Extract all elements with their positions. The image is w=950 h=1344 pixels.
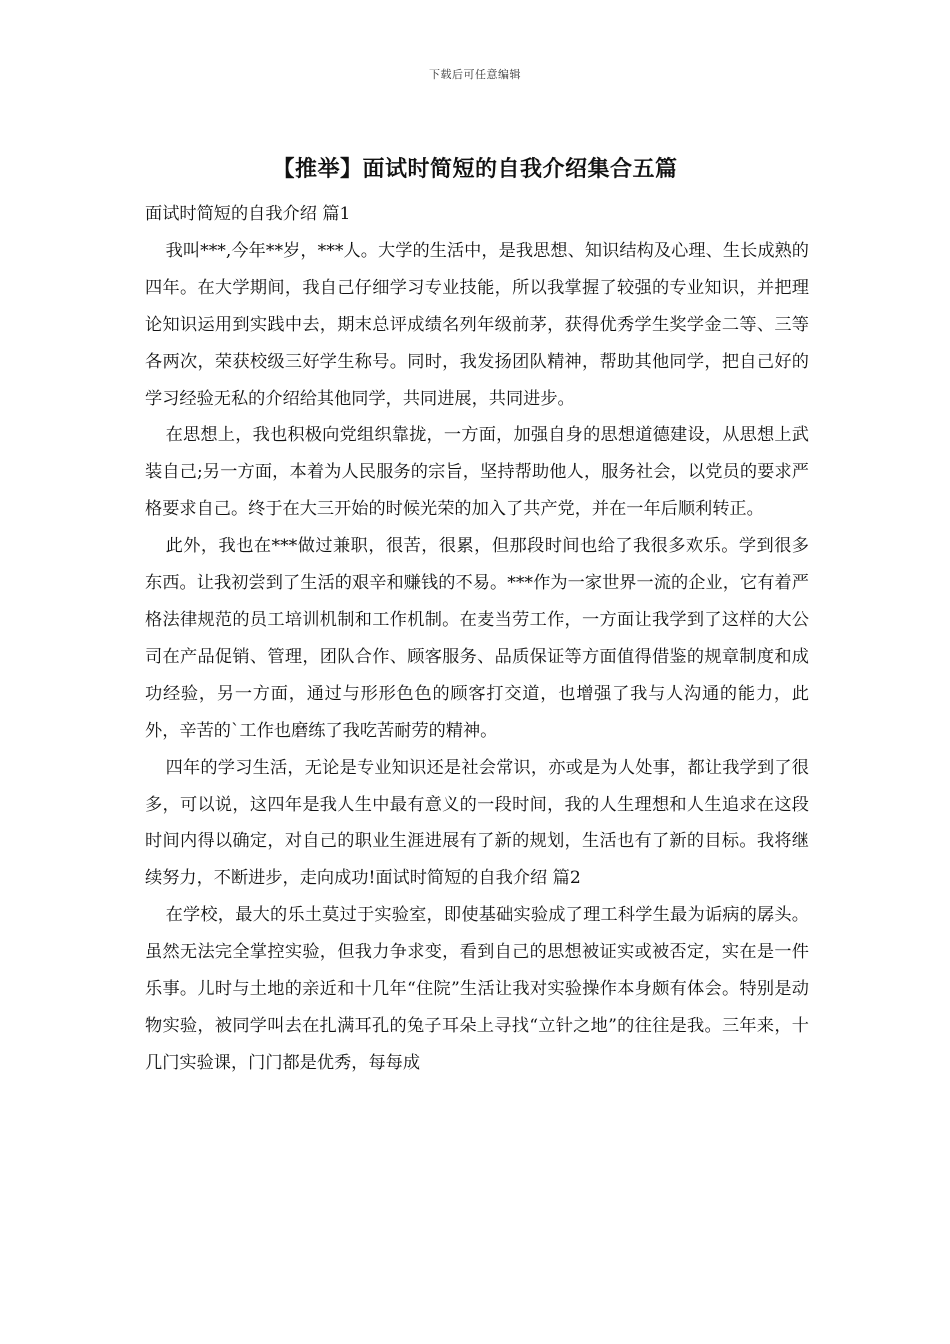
- page-header-note: 下载后可任意编辑: [429, 68, 521, 81]
- body-paragraph: 我叫***,今年**岁，***人。大学的生活中，是我思想、知识结构及心理、生长成熟的四年。在大学期间，我自己仔细学习专业技能，所以我掌握了较强的专业知识，并把理论知识运用到实践中去，期末总评成绩名列年级前茅，获得优秀学生奖学金二等、三等各两次，荣获校级三好学生称号。同时，我发扬团队精神，帮助其他同学，把自己好的学习经验无私的介绍给其他同学，共同进展，共同进步。: [145, 240, 809, 409]
- body-paragraph: 在思想上，我也积极向党组织靠拢，一方面，加强自身的思想道德建设，从思想上武装自己;另一方面，本着为人民服务的宗旨，坚持帮助他人，服务社会，以党员的要求严格要求自己。终于在大三开始的时候光荣的加入了共产党，并在一年后顺利转正。: [145, 425, 809, 520]
- document-title: 【推举】面试时简短的自我介绍集合五篇: [272, 157, 678, 182]
- body-paragraph: 在学校，最大的乐土莫过于实验室，即使基础实验成了理工科学生最为诟病的孱头。虽然无法完全掌控实验，但我力争求变，看到自己的思想被证实或被否定，实在是一件乐事。儿时与土地的亲近和十几年“住院”生活让我对实验操作本身颇有体会。特别是动物实验，被同学叫去在扎满耳孔的兔子耳朵上寻找“立针之地”的往往是我。三年来，十几门实验课，门门都是优秀，每每成: [145, 905, 809, 1073]
- document-body: [145, 196, 809, 1082]
- body-paragraph: 此外，我也在***做过兼职，很苦，很累，但那段时间也给了我很多欢乐。学到很多东西。让我初尝到了生活的艰辛和赚钱的不易。***作为一家世界一流的企业，它有着严格法律规范的员工培训机制和工作机制。在麦当劳工作，一方面让我学到了这样的大公司在产品促销、管理，团队合作、顾客服务、品质保证等方面值得借鉴的规章制度和成功经验，另一方面，通过与形形色色的顾客打交道，也增强了我与人沟通的能力，此外，辛苦的`工作也磨练了我吃苦耐劳的精神。: [145, 536, 809, 741]
- section-heading: 面试时简短的自我介绍 篇1: [145, 204, 351, 224]
- body-paragraph: 四年的学习生活，无论是专业知识还是社会常识，亦或是为人处事，都让我学到了很多，可以说，这四年是我人生中最有意义的一段时间，我的人生理想和人生追求在这段时间内得以确定，对自己的职业生涯进展有了新的规划，生活也有了新的目标。我将继续努力，不断进步，走向成功!面试时简短的自我介绍 篇2: [145, 757, 809, 889]
